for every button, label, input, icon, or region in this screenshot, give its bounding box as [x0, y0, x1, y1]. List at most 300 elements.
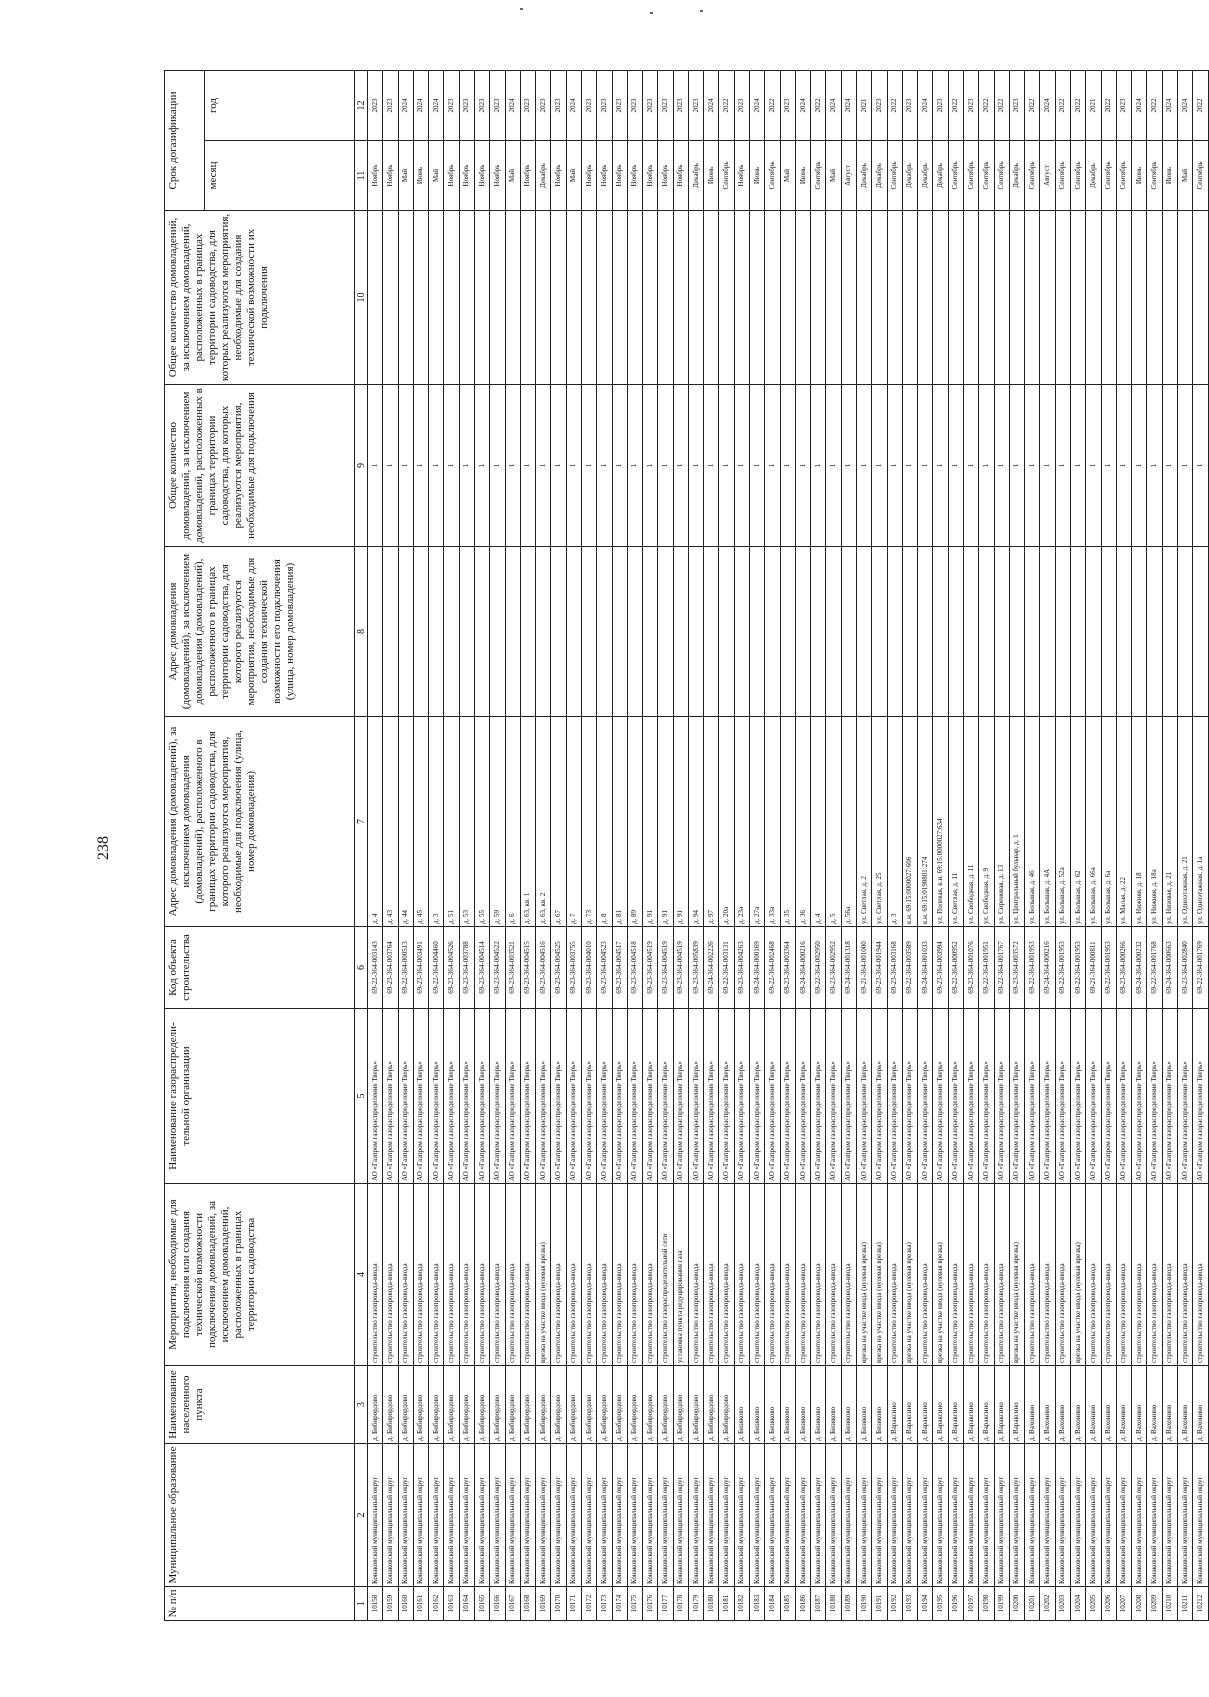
municipality-cell: Конаковский муниципальный округ	[1132, 1444, 1147, 1587]
address-connection-cell: д. 8	[597, 717, 612, 927]
month-cell: Сентябрь	[1055, 141, 1070, 211]
year-cell: 2024	[704, 70, 719, 140]
measure-cell: врезка на участке ввода (нулевая врезка)	[933, 1184, 948, 1366]
header-municipality: Муниципальное образование	[165, 1444, 355, 1587]
address-connection-cell: к.н. 69:15:0000027:606	[902, 717, 917, 927]
municipality-cell: Конаковский муниципальный округ	[627, 1444, 642, 1587]
year-cell: 2023	[933, 70, 948, 140]
row-number: 10207	[1116, 1587, 1131, 1621]
total-connection-cell: 1	[643, 385, 658, 547]
month-cell: Ноябрь	[520, 141, 535, 211]
address-connection-cell: ул. Полевая, к.н. 69:15:0000027:634	[933, 717, 948, 927]
settlement-cell: д. Бибирордово	[520, 1366, 535, 1444]
row-number: 10184	[765, 1587, 780, 1621]
settlement-cell: д. Бибирордово	[597, 1366, 612, 1444]
address-capability-cell	[688, 547, 703, 717]
measure-cell: строительство газопровода-ввода	[704, 1184, 719, 1366]
object-code-cell: 69-22-364-003589	[902, 927, 917, 1009]
measure-cell: строительство газопровода-ввода	[841, 1184, 856, 1366]
table-row	[520, 70, 535, 1620]
measure-cell: врезка на участке ввода (нулевая врезка)	[872, 1184, 887, 1366]
month-cell: Сентябрь	[1101, 141, 1116, 211]
settlement-cell: д. Бибирордово	[459, 1366, 474, 1444]
address-capability-cell	[536, 547, 551, 717]
measure-cell: строительство газопровода-ввода	[368, 1184, 383, 1366]
column-number: 1	[355, 1587, 368, 1621]
municipality-cell: Конаковский муниципальный округ	[520, 1444, 535, 1587]
month-cell: Декабрь	[1086, 141, 1101, 211]
object-code-cell: 69-22-364-000513	[398, 927, 413, 1009]
total-capability-cell	[704, 211, 719, 385]
row-number: 10188	[826, 1587, 841, 1621]
settlement-cell: д. Бибирордово	[612, 1366, 627, 1444]
measure-cell: строительство газопровода-ввода	[505, 1184, 520, 1366]
column-number: 12	[355, 70, 368, 140]
total-connection-cell: 1	[765, 385, 780, 547]
total-connection-cell: 1	[918, 385, 933, 547]
total-capability-cell	[566, 211, 581, 385]
address-connection-cell: ул. Большая, д. 46	[1025, 717, 1040, 927]
total-capability-cell	[918, 211, 933, 385]
total-connection-cell: 1	[1070, 385, 1085, 547]
total-connection-cell: 1	[368, 385, 383, 547]
table-row	[474, 70, 489, 1620]
address-capability-cell	[826, 547, 841, 717]
measure-cell: строительство газопровода-ввода	[765, 1184, 780, 1366]
total-capability-cell	[1193, 211, 1209, 385]
address-connection-cell: ул. Большая, д. 6а	[1101, 717, 1116, 927]
gdo-cell: АО «Газпром газораспределение Тверь»	[673, 1009, 688, 1184]
object-code-cell: 69-23-364-003788	[459, 927, 474, 1009]
year-cell: 2024	[398, 70, 413, 140]
total-capability-cell	[551, 211, 566, 385]
settlement-cell: д. Бибирордово	[413, 1366, 428, 1444]
total-capability-cell	[1101, 211, 1116, 385]
month-cell: Ноябрь	[444, 141, 459, 211]
gdo-cell: АО «Газпром газораспределение Тверь»	[459, 1009, 474, 1184]
total-connection-cell: 1	[948, 385, 963, 547]
total-connection-cell: 1	[750, 385, 765, 547]
row-number: 10211	[1177, 1587, 1192, 1621]
address-capability-cell	[1070, 547, 1085, 717]
object-code-cell: 69-23-364-004263	[734, 927, 749, 1009]
total-capability-cell	[902, 211, 917, 385]
address-connection-cell: д. 43	[383, 717, 398, 927]
municipality-cell: Конаковский муниципальный округ	[765, 1444, 780, 1587]
settlement-cell: д. Бибирордово	[444, 1366, 459, 1444]
object-code-cell: 69-24-364-000169	[750, 927, 765, 1009]
object-code-cell: 69-23-364-003364	[780, 927, 795, 1009]
row-number: 10160	[398, 1587, 413, 1621]
column-number: 5	[355, 1009, 368, 1184]
address-capability-cell	[383, 547, 398, 717]
municipality-cell: Конаковский муниципальный округ	[398, 1444, 413, 1587]
gdo-cell: АО «Газпром газораспределение Тверь»	[704, 1009, 719, 1184]
month-cell: Сентябрь	[811, 141, 826, 211]
row-number: 10199	[994, 1587, 1009, 1621]
total-connection-cell: 1	[1040, 385, 1055, 547]
total-capability-cell	[429, 211, 444, 385]
column-number: 7	[355, 717, 368, 927]
address-connection-cell: д. 53	[459, 717, 474, 927]
gdo-cell: АО «Газпром газораспределение Тверь»	[780, 1009, 795, 1184]
column-number: 10	[355, 211, 368, 385]
object-code-cell: 69-23-364-003491	[413, 927, 428, 1009]
address-capability-cell	[643, 547, 658, 717]
address-connection-cell: к.н. 69:15:0190801:274	[918, 717, 933, 927]
year-cell: 2022	[1101, 70, 1116, 140]
municipality-cell: Конаковский муниципальный округ	[841, 1444, 856, 1587]
year-cell: 2024	[750, 70, 765, 140]
month-cell: Декабрь	[918, 141, 933, 211]
table-row	[383, 70, 398, 1620]
address-capability-cell	[704, 547, 719, 717]
table-row	[429, 70, 444, 1620]
total-capability-cell	[963, 211, 978, 385]
settlement-cell: д. Бизяково	[811, 1366, 826, 1444]
gdo-cell: АО «Газпром газораспределение Тверь»	[597, 1009, 612, 1184]
table-row	[811, 70, 826, 1620]
measure-cell: строительство газопровода-ввода	[398, 1184, 413, 1366]
address-capability-cell	[368, 547, 383, 717]
total-connection-cell: 1	[1193, 385, 1209, 547]
table-row	[1009, 70, 1024, 1620]
address-connection-cell: д. 7	[566, 717, 581, 927]
rotated-document	[164, 71, 1209, 1621]
municipality-cell: Конаковский муниципальный округ	[1177, 1444, 1192, 1587]
year-cell: 2022	[994, 70, 1009, 140]
table-row	[719, 70, 734, 1620]
total-capability-cell	[474, 211, 489, 385]
table-row	[795, 70, 810, 1620]
address-capability-cell	[505, 547, 520, 717]
gdo-cell: АО «Газпром газораспределение Тверь»	[933, 1009, 948, 1184]
year-cell: 2023	[612, 70, 627, 140]
total-connection-cell: 1	[1116, 385, 1131, 547]
address-connection-cell: д. 59	[490, 717, 505, 927]
total-connection-cell: 1	[887, 385, 902, 547]
table-row	[948, 70, 963, 1620]
measure-cell: строительство газопровода-ввода	[474, 1184, 489, 1366]
month-cell: Ноябрь	[612, 141, 627, 211]
address-capability-cell	[1040, 547, 1055, 717]
settlement-cell: д. Бизяково	[857, 1366, 872, 1444]
address-capability-cell	[597, 547, 612, 717]
settlement-cell: д. Бибирордово	[429, 1366, 444, 1444]
measure-cell: строительство газопровода-ввода	[551, 1184, 566, 1366]
total-connection-cell: 1	[383, 385, 398, 547]
total-connection-cell: 1	[1009, 385, 1024, 547]
address-connection-cell: ул. Светлая, д. 11	[948, 717, 963, 927]
gdo-cell: АО «Газпром газораспределение Тверь»	[1009, 1009, 1024, 1184]
total-capability-cell	[368, 211, 383, 385]
row-number: 10208	[1132, 1587, 1147, 1621]
gdo-cell: АО «Газпром газораспределение Тверь»	[505, 1009, 520, 1184]
total-connection-cell: 1	[581, 385, 596, 547]
table-row	[612, 70, 627, 1620]
measure-cell: строительство газораспределительной сети	[658, 1184, 673, 1366]
year-cell: 2024	[429, 70, 444, 140]
address-connection-cell: д. 23а	[734, 717, 749, 927]
municipality-cell: Конаковский муниципальный округ	[597, 1444, 612, 1587]
table-row	[597, 70, 612, 1620]
month-cell: Август	[1040, 141, 1055, 211]
gdo-cell: АО «Газпром газораспределение Тверь»	[719, 1009, 734, 1184]
object-code-cell: 69-23-364-004517	[612, 927, 627, 1009]
scan-speck	[520, 8, 523, 10]
total-capability-cell	[658, 211, 673, 385]
address-capability-cell	[429, 547, 444, 717]
month-cell: Ноябрь	[658, 141, 673, 211]
settlement-cell: д. Бибирордово	[368, 1366, 383, 1444]
month-cell: Ноябрь	[581, 141, 596, 211]
total-connection-cell: 1	[1132, 385, 1147, 547]
table-row	[581, 70, 596, 1620]
year-cell: 2022	[1147, 70, 1162, 140]
total-connection-cell: 1	[551, 385, 566, 547]
object-code-cell: 69-24-364-000663	[1162, 927, 1177, 1009]
row-number: 10193	[902, 1587, 917, 1621]
row-number: 10174	[612, 1587, 627, 1621]
municipality-cell: Конаковский муниципальный округ	[1040, 1444, 1055, 1587]
settlement-cell: д. Бизяково	[734, 1366, 749, 1444]
year-cell: 2022	[1193, 70, 1209, 140]
measure-cell: строительство газопровода-ввода	[780, 1184, 795, 1366]
month-cell: Ноябрь	[474, 141, 489, 211]
municipality-cell: Конаковский муниципальный округ	[750, 1444, 765, 1587]
gdo-cell: АО «Газпром газораспределение Тверь»	[429, 1009, 444, 1184]
year-cell: 2023	[734, 70, 749, 140]
table-row	[627, 70, 642, 1620]
measure-cell: строительство газопровода-ввода	[963, 1184, 978, 1366]
total-capability-cell	[1162, 211, 1177, 385]
year-cell: 2022	[765, 70, 780, 140]
row-number: 10195	[933, 1587, 948, 1621]
address-connection-cell: д. 63, кв. 2	[536, 717, 551, 927]
municipality-cell: Конаковский муниципальный округ	[948, 1444, 963, 1587]
month-cell: Май	[429, 141, 444, 211]
municipality-cell: Конаковский муниципальный округ	[474, 1444, 489, 1587]
total-capability-cell	[612, 211, 627, 385]
settlement-cell: д. Бибирордово	[566, 1366, 581, 1444]
total-connection-cell: 1	[459, 385, 474, 547]
address-capability-cell	[413, 547, 428, 717]
row-number: 10192	[887, 1587, 902, 1621]
gdo-cell: АО «Газпром газораспределение Тверь»	[902, 1009, 917, 1184]
measure-cell: строительство газопровода-ввода	[1162, 1184, 1177, 1366]
row-number: 10182	[734, 1587, 749, 1621]
gdo-cell: АО «Газпром газораспределение Тверь»	[1086, 1009, 1101, 1184]
column-number: 2	[355, 1444, 368, 1587]
total-connection-cell: 1	[719, 385, 734, 547]
gasification-table	[164, 70, 1209, 1621]
gdo-cell: АО «Газпром газораспределение Тверь»	[566, 1009, 581, 1184]
object-code-cell: 69-23-364-001076	[963, 927, 978, 1009]
object-code-cell: 69-23-364-004526	[444, 927, 459, 1009]
year-cell: 2023	[581, 70, 596, 140]
address-capability-cell	[673, 547, 688, 717]
object-code-cell: 69-22-364-002468	[765, 927, 780, 1009]
address-capability-cell	[948, 547, 963, 717]
address-capability-cell	[1132, 547, 1147, 717]
address-connection-cell: ул. Одноэтажная, д. 1а	[1193, 717, 1209, 927]
measure-cell: строительство газопровода-ввода	[444, 1184, 459, 1366]
total-capability-cell	[1132, 211, 1147, 385]
measure-cell: строительство газопровода-ввода	[1086, 1184, 1101, 1366]
column-number-row	[355, 70, 368, 1620]
address-capability-cell	[1177, 547, 1192, 717]
total-connection-cell: 1	[520, 385, 535, 547]
address-capability-cell	[750, 547, 765, 717]
total-capability-cell	[1009, 211, 1024, 385]
municipality-cell: Конаковский муниципальный округ	[704, 1444, 719, 1587]
object-code-cell: 69-23-364-004518	[627, 927, 642, 1009]
month-cell: Июнь	[1162, 141, 1177, 211]
row-number: 10189	[841, 1587, 856, 1621]
header-address-capability: Адрес домовладения (домовладений), за исключением домовладения (домовладений), расположенного в границах территории садоводства, для которого реализуются мероприятия, необходимые для создания технической возможности его подключения (улица, номер домовладения)	[165, 547, 355, 717]
table-row	[413, 70, 428, 1620]
address-capability-cell	[398, 547, 413, 717]
row-number: 10212	[1193, 1587, 1209, 1621]
address-connection-cell: ул. Светлая, д. 25	[872, 717, 887, 927]
gdo-cell: АО «Газпром газораспределение Тверь»	[612, 1009, 627, 1184]
gdo-cell: АО «Газпром газораспределение Тверь»	[795, 1009, 810, 1184]
year-cell: 2023	[474, 70, 489, 140]
measure-cell: строительство газопровода-ввода	[1040, 1184, 1055, 1366]
row-number: 10209	[1147, 1587, 1162, 1621]
address-connection-cell: д. 56а	[841, 717, 856, 927]
settlement-cell: д. Бибирордово	[536, 1366, 551, 1444]
object-code-cell: 69-24-364-000216	[1040, 927, 1055, 1009]
settlement-cell: д. Вахонино	[1025, 1366, 1040, 1444]
month-cell: Сентябрь	[765, 141, 780, 211]
total-connection-cell: 1	[857, 385, 872, 547]
table-row	[1040, 70, 1055, 1620]
gdo-cell: АО «Газпром газораспределение Тверь»	[581, 1009, 596, 1184]
object-code-cell: 69-22-364-000952	[948, 927, 963, 1009]
row-number: 10166	[490, 1587, 505, 1621]
year-cell: 2023	[551, 70, 566, 140]
settlement-cell: д. Бизяково	[841, 1366, 856, 1444]
address-connection-cell: ул. Светлая, д. 2	[857, 717, 872, 927]
total-capability-cell	[795, 211, 810, 385]
address-capability-cell	[933, 547, 948, 717]
row-number: 10198	[979, 1587, 994, 1621]
table-row	[566, 70, 581, 1620]
total-connection-cell: 1	[688, 385, 703, 547]
address-capability-cell	[811, 547, 826, 717]
gdo-cell: АО «Газпром газораспределение Тверь»	[658, 1009, 673, 1184]
year-cell: 2023	[627, 70, 642, 140]
year-cell: 2023	[536, 70, 551, 140]
municipality-cell: Конаковский муниципальный округ	[429, 1444, 444, 1587]
month-cell: Сентябрь	[1070, 141, 1085, 211]
total-capability-cell	[581, 211, 596, 385]
gdo-cell: АО «Газпром газораспределение Тверь»	[1101, 1009, 1116, 1184]
year-cell: 2023	[780, 70, 795, 140]
municipality-cell: Конаковский муниципальный округ	[444, 1444, 459, 1587]
month-cell: Ноябрь	[734, 141, 749, 211]
measure-cell: строительство газопровода-ввода	[887, 1184, 902, 1366]
address-capability-cell	[581, 547, 596, 717]
address-capability-cell	[474, 547, 489, 717]
table-row	[1101, 70, 1116, 1620]
month-cell: Июнь	[750, 141, 765, 211]
table-row	[1055, 70, 1070, 1620]
address-connection-cell: ул. Одноэтажная, д. 21	[1177, 717, 1192, 927]
total-capability-cell	[1025, 211, 1040, 385]
year-cell: 2022	[719, 70, 734, 140]
municipality-cell: Конаковский муниципальный округ	[673, 1444, 688, 1587]
total-capability-cell	[688, 211, 703, 385]
total-connection-cell: 1	[1177, 385, 1192, 547]
year-cell: 2023	[383, 70, 398, 140]
gdo-cell: АО «Газпром газораспределение Тверь»	[1025, 1009, 1040, 1184]
total-connection-cell: 1	[1055, 385, 1070, 547]
municipality-cell: Конаковский муниципальный округ	[795, 1444, 810, 1587]
year-cell: 2023	[1009, 70, 1024, 140]
header-gdo: Наименование газораспредели-тельной организации	[165, 1009, 355, 1184]
object-code-cell: 69-23-364-002952	[826, 927, 841, 1009]
object-code-cell: 69-21-364-001000	[857, 927, 872, 1009]
municipality-cell: Конаковский муниципальный округ	[688, 1444, 703, 1587]
column-number: 3	[355, 1366, 368, 1444]
total-connection-cell: 1	[734, 385, 749, 547]
table-row	[1070, 70, 1085, 1620]
municipality-cell: Конаковский муниципальный округ	[1162, 1444, 1177, 1587]
address-capability-cell	[1055, 547, 1070, 717]
scan-speck	[700, 10, 703, 12]
address-capability-cell	[566, 547, 581, 717]
month-cell: Ноябрь	[551, 141, 566, 211]
table-row	[1025, 70, 1040, 1620]
total-connection-cell: 1	[505, 385, 520, 547]
year-cell: 2024	[795, 70, 810, 140]
settlement-cell: д. Бибирордово	[581, 1366, 596, 1444]
measure-cell: строительство газопровода-ввода	[643, 1184, 658, 1366]
gdo-cell: АО «Газпром газораспределение Тверь»	[383, 1009, 398, 1184]
scan-speck	[650, 12, 653, 14]
settlement-cell: д. Вараксино	[994, 1366, 1009, 1444]
municipality-cell: Конаковский муниципальный округ	[566, 1444, 581, 1587]
gdo-cell: АО «Газпром газораспределение Тверь»	[688, 1009, 703, 1184]
object-code-cell: 69-24-364-000232	[1132, 927, 1147, 1009]
total-capability-cell	[780, 211, 795, 385]
total-connection-cell: 1	[704, 385, 719, 547]
total-capability-cell	[1040, 211, 1055, 385]
gdo-cell: АО «Газпром газораспределение Тверь»	[444, 1009, 459, 1184]
address-capability-cell	[1009, 547, 1024, 717]
total-connection-cell: 1	[826, 385, 841, 547]
address-connection-cell: д. 3	[429, 717, 444, 927]
month-cell: Сентябрь	[1147, 141, 1162, 211]
gdo-cell: АО «Газпром газораспределение Тверь»	[918, 1009, 933, 1184]
total-connection-cell: 1	[1162, 385, 1177, 547]
month-cell: Июнь	[795, 141, 810, 211]
month-cell: Сентябрь	[1116, 141, 1131, 211]
month-cell: Июнь	[704, 141, 719, 211]
settlement-cell: д. Вахонино	[1177, 1366, 1192, 1444]
settlement-cell: д. Вахонино	[1147, 1366, 1162, 1444]
measure-cell: строительство газопровода-ввода	[994, 1184, 1009, 1366]
municipality-cell: Конаковский муниципальный округ	[872, 1444, 887, 1587]
address-connection-cell: д. 6	[505, 717, 520, 927]
measure-cell: строительство газопровода-ввода	[688, 1184, 703, 1366]
address-capability-cell	[857, 547, 872, 717]
table-row	[444, 70, 459, 1620]
municipality-cell: Конаковский муниципальный округ	[1086, 1444, 1101, 1587]
month-cell: Сентябрь	[887, 141, 902, 211]
